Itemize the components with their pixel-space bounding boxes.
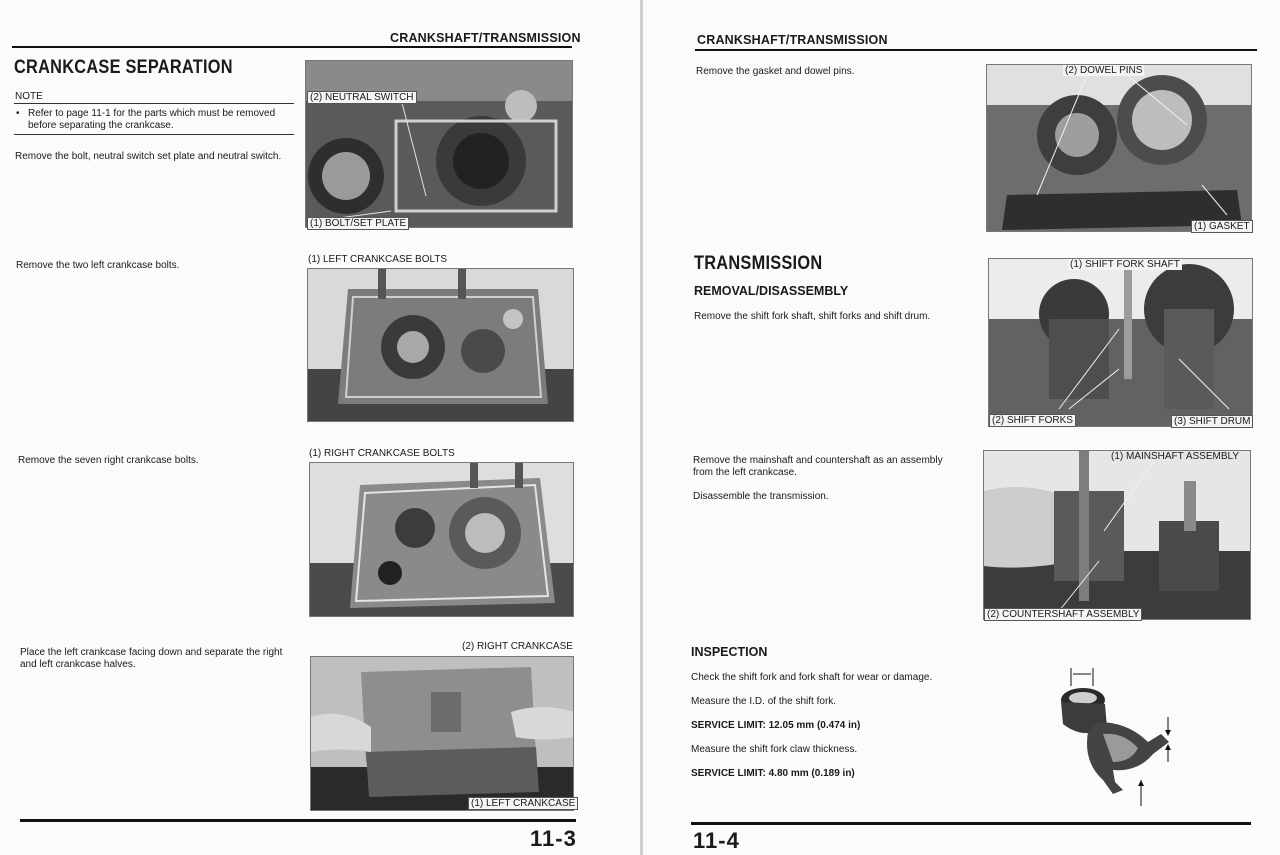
photo-right-crankcase-bolts xyxy=(309,462,574,617)
right-page-number: 11-4 xyxy=(693,828,740,853)
photo-gasket-dowel-pins xyxy=(986,64,1252,232)
footer-rule xyxy=(20,819,576,822)
photo-shift-forks xyxy=(988,258,1253,427)
label-left-crankcase: (1) LEFT CRANKCASE xyxy=(468,797,578,810)
step-separate-text-line-2: and left crankcase halves. xyxy=(20,659,136,670)
photo-separate-crankcase xyxy=(310,656,574,811)
step-mainshaft-text-line-2: from the left crankcase. xyxy=(693,467,797,478)
step-gasket-text: Remove the gasket and dowel pins. xyxy=(696,66,855,77)
photo-left-crankcase-bolts xyxy=(307,268,574,422)
right-page-header: CRANKSHAFT/TRANSMISSION xyxy=(697,33,888,47)
inspection-check-text: Check the shift fork and fork shaft for wear or damage. xyxy=(691,672,933,683)
left-page-number: 11-3 xyxy=(530,826,577,851)
label-gasket: (1) GASKET xyxy=(1191,220,1253,233)
note-heading: NOTE xyxy=(15,91,43,102)
step-left-bolts-text: Remove the two left crankcase bolts. xyxy=(16,260,180,271)
removal-disassembly-heading: REMOVAL/DISASSEMBLY xyxy=(694,284,849,298)
note-bottom-rule xyxy=(14,134,294,135)
section-title: CRANKCASE SEPARATION xyxy=(14,57,233,78)
photo-mainshaft-assembly xyxy=(983,450,1251,620)
label-neutral-switch: (2) NEUTRAL SWITCH xyxy=(307,91,417,104)
label-dowel-pins: (2) DOWEL PINS xyxy=(1065,65,1143,76)
label-right-crankcase-bolts: (1) RIGHT CRANKCASE BOLTS xyxy=(309,448,455,459)
right-page xyxy=(643,0,1280,855)
label-shift-forks: (2) SHIFT FORKS xyxy=(989,414,1076,427)
step-neutral-switch-text: Remove the bolt, neutral switch set plate and neutral switch. xyxy=(15,151,282,162)
note-bullet: • xyxy=(16,108,20,119)
step-right-bolts-text: Remove the seven right crankcase bolts. xyxy=(18,455,199,466)
header-rule xyxy=(695,49,1257,51)
label-shift-drum: (3) SHIFT DRUM xyxy=(1171,415,1253,428)
label-right-crankcase: (2) RIGHT CRANKCASE xyxy=(462,641,573,652)
note-text-line-1: Refer to page 11-1 for the parts which must be removed xyxy=(28,108,276,119)
header-rule xyxy=(12,46,572,48)
transmission-title: TRANSMISSION xyxy=(694,253,823,274)
note-top-rule xyxy=(14,103,294,104)
shift-fork-drawing xyxy=(1043,662,1183,810)
left-page-header: CRANKSHAFT/TRANSMISSION xyxy=(390,31,581,45)
step-mainshaft-text-line-1: Remove the mainshaft and countershaft as an assembly xyxy=(693,455,943,466)
service-limit-id: SERVICE LIMIT: 12.05 mm (0.474 in) xyxy=(691,720,861,731)
label-countershaft-assembly: (2) COUNTERSHAFT ASSEMBLY xyxy=(984,608,1142,621)
service-limit-claw: SERVICE LIMIT: 4.80 mm (0.189 in) xyxy=(691,768,855,779)
footer-rule xyxy=(691,822,1251,825)
inspection-heading: INSPECTION xyxy=(691,645,768,659)
label-shift-fork-shaft: (1) SHIFT FORK SHAFT xyxy=(1070,259,1180,270)
photo-neutral-switch xyxy=(305,60,573,228)
label-bolt-set-plate: (1) BOLT/SET PLATE xyxy=(307,217,409,230)
label-left-crankcase-bolts: (1) LEFT CRANKCASE BOLTS xyxy=(308,254,448,265)
inspection-claw-text: Measure the shift fork claw thickness. xyxy=(691,744,858,755)
step-disassemble-text: Disassemble the transmission. xyxy=(693,491,829,502)
step-separate-text-line-1: Place the left crankcase facing down and separate the right xyxy=(20,647,283,658)
inspection-id-text: Measure the I.D. of the shift fork. xyxy=(691,696,837,707)
step-shift-fork-text: Remove the shift fork shaft, shift forks and shift drum. xyxy=(694,311,931,322)
label-mainshaft-assembly: (1) MAINSHAFT ASSEMBLY xyxy=(1111,451,1239,462)
note-text-line-2: before separating the crankcase. xyxy=(28,120,174,131)
